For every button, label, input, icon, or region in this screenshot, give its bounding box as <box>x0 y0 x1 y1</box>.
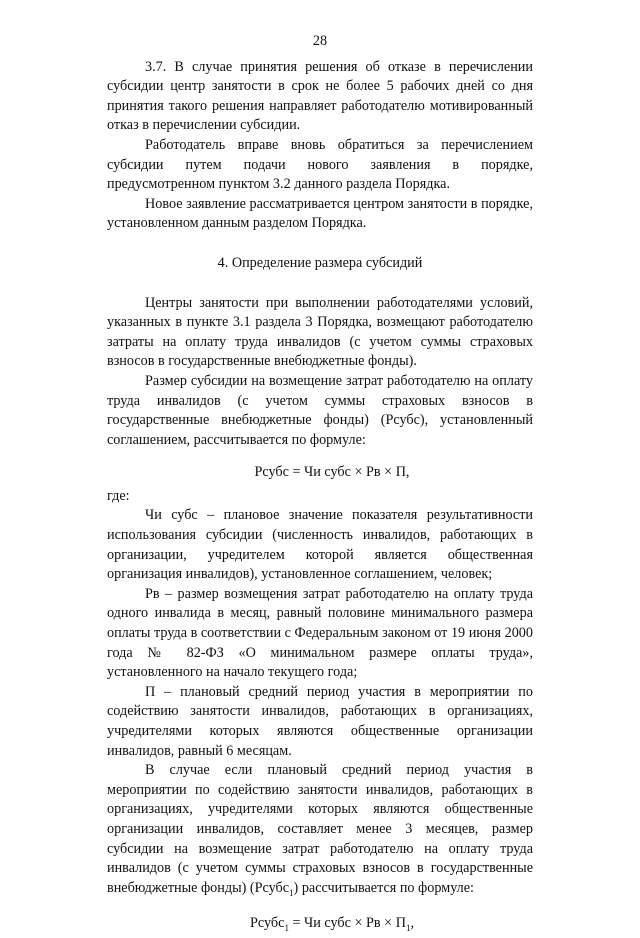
paragraph-reapply: Работодатель вправе вновь обратиться за перечислением субсидии путем подачи нового заявления в порядке, предусмотренном пунктом 3.2 данного раздела Порядка. <box>107 136 533 193</box>
formula-2-right-sub: 1 <box>405 923 411 934</box>
short-period-text: В случае если плановый средний период участия в мероприятии по содействию занятости инвалидов, работающих в организациях, учредителями которых являются общественные организации инвалидов, составляет менее 3 месяцев, размер субсидии на возмещение затрат работодателю на оплату труда инвалидов (с учетом суммы страховых взносов в государственные внебюджетные фонды) (Рсубс <box>107 762 533 896</box>
document-page <box>107 32 533 938</box>
formula-2-left: Рсубс <box>250 915 285 932</box>
formula-2-tail: , <box>410 915 414 932</box>
section-heading: 4. Определение размера субсидий <box>217 254 423 271</box>
definition-chi-subs: Чи субс – плановое значение показателя результативности использования субсидии (численность инвалидов, работающих в организации, учредителем которой является общественная организация инвалидов), установленное соглашением, человек; <box>107 507 533 583</box>
paragraph-subsidy-size: Размер субсидии на возмещение затрат работодателю на оплату труда инвалидов (с учетом суммы страховых взносов в государственные внебюджетные фонды) (Рсубс), установленный соглашением, рассчитывается по формуле: <box>107 372 533 448</box>
definition-rv: Рв – размер возмещения затрат работодателю на оплату труда одного инвалида в месяц, равный половине минимального размера оплаты труда в соответствии с Федеральным законом от 19 июня 2000 года № 82-ФЗ «О минимальном размере оплаты труда», установленного на начало текущего года; <box>107 585 533 681</box>
where-label: где: <box>107 487 130 504</box>
short-period-tail: ) рассчитывается по формуле: <box>293 879 474 896</box>
paragraph-new-application: Новое заявление рассматривается центром занятости в порядке, установленном данным разделом Порядка. <box>107 195 533 232</box>
short-period-subscript: 1 <box>289 887 294 898</box>
definition-p: П – плановый средний период участия в мероприятии по содействию занятости инвалидов, работающих в организациях, учредителями которых являются общественные организации инвалидов, равный 6 месяцам. <box>107 683 533 759</box>
paragraph-refusal: 3.7. В случае принятия решения об отказе в перечислении субсидии центр занятости в срок не более 5 рабочих дней со дня принятия такого решения направляет работодателю мотивированный отказ в перечислении субсидии. <box>107 58 533 134</box>
formula-subsidy-short <box>131 914 533 934</box>
paragraph-short-period <box>107 761 533 898</box>
paragraph-employment-centers: Центры занятости при выполнении работодателями условий, указанных в пункте 3.1 раздела 3 Порядка, возмещают работодателю затраты на оплату труда инвалидов (с учетом суммы страховых взносов в государственные внебюджетные фонды). <box>107 294 533 370</box>
page-number: 28 <box>312 33 328 49</box>
formula-2-left-sub: 1 <box>284 923 289 934</box>
formula-2-middle: = Чи субс × Рв × П <box>288 915 406 932</box>
formula-subsidy: Рсубс = Чи субс × Рв × П, <box>254 464 410 481</box>
